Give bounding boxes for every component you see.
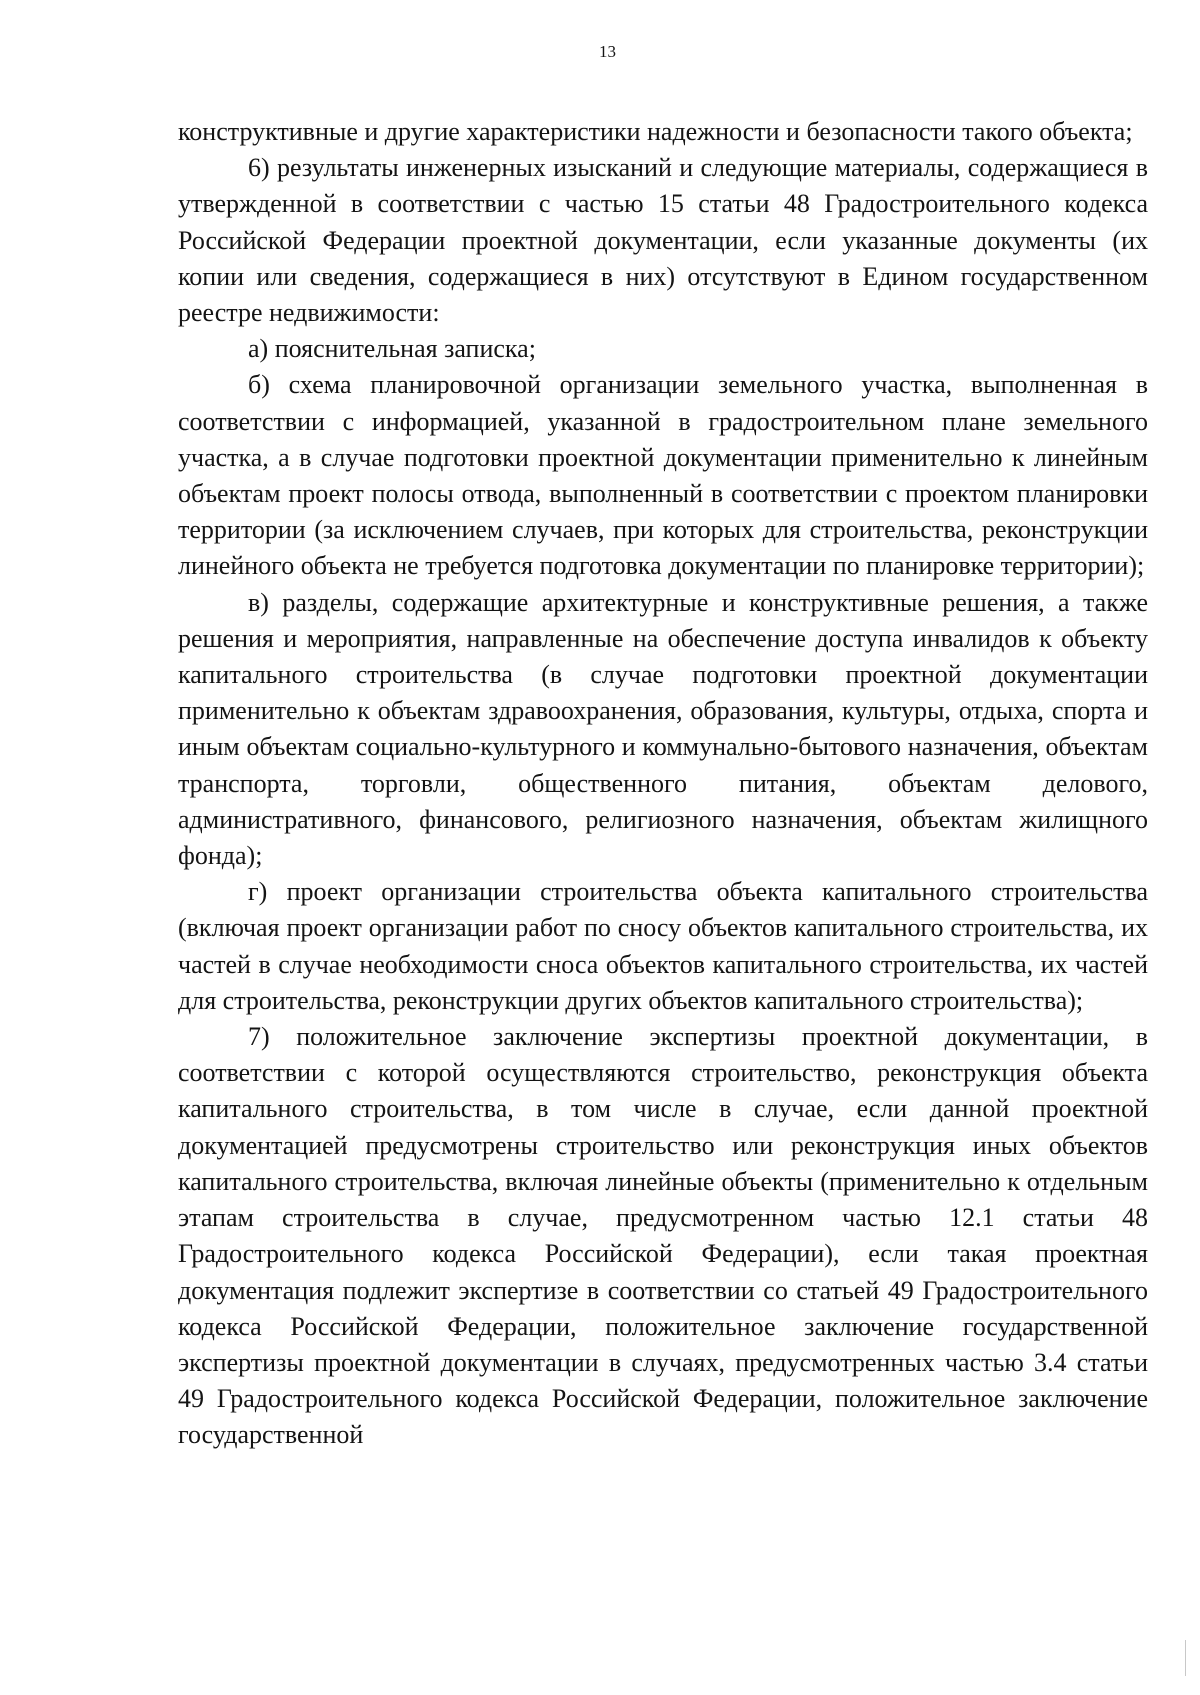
page-number: 13: [599, 42, 616, 61]
paragraph-item-6b: б) схема планировочной организации земельного участка, выполненная в соответствии с информацией, указанной в градостроительном плане земельного участка, а в случае подготовки проектной документации применительно к линейным объектам проект полосы отвода, выполненный в соответствии с проектом планировки территории (за исключением случаев, при которых для строительства, реконструкции линейного объекта не требуется подготовка документации по планировке территории);: [178, 370, 1148, 581]
paragraph-item-6v: в) разделы, содержащие архитектурные и конструктивные решения, а также решения и мероприятия, направленные на обеспечение доступа инвалидов к объекту капитального строительства (в случае подготовки проектной документации применительно к объектам здравоохранения, образования, культуры, отдыха, спорта и иным объектам социально-культурного и коммунально-бытового назначения, объектам транспорта, торговли, общественного питания, объектам делового, административного, финансового, религиозного назначения, объектам жилищного фонда);: [178, 587, 1148, 871]
paragraph-item-6: 6) результаты инженерных изысканий и следующие материалы, содержащиеся в утвержденной в соответствии с частью 15 статьи 48 Градостроительного кодекса Российской Федерации проектной документации, если указанные документы (их копии или сведения, содержащиеся в них) отсутствуют в Едином государственном реестре недвижимости:: [178, 153, 1148, 328]
paragraph-continuation: конструктивные и другие характеристики надежности и безопасности такого объекта;: [178, 117, 1133, 146]
paragraph-item-6g: г) проект организации строительства объекта капитального строительства (включая проект организации работ по сносу объектов капитального строительства, их частей в случае необходимости сноса объектов капитального строительства, их частей для строительства, реконструкции других объектов капитального строительства);: [178, 877, 1148, 1015]
paragraph-item-6a: а) пояснительная записка;: [248, 334, 536, 364]
document-body: [178, 114, 1148, 1454]
paragraph-item-7: 7) положительное заключение экспертизы проектной документации, в соответствии с которой осуществляются строительство, реконструкция объекта капитального строительства, в том числе в случае, если данной проектной документацией предусмотрены строительство или реконструкция иных объектов капитального строительства, включая линейные объекты (применительно к отдельным этапам строительства в случае, предусмотренном частью 12.1 статьи 48 Градостроительного кодекса Российской Федерации), если такая проектная документация подлежит экспертизе в соответствии со статьей 49 Градостроительного кодекса Российской Федерации, положительное заключение государственной экспертизы проектной документации в случаях, предусмотренных частью 3.4 статьи 49 Градостроительного кодекса Российской Федерации, положительное заключение государственной: [178, 1022, 1148, 1450]
scan-edge-mark: [1185, 1640, 1186, 1676]
